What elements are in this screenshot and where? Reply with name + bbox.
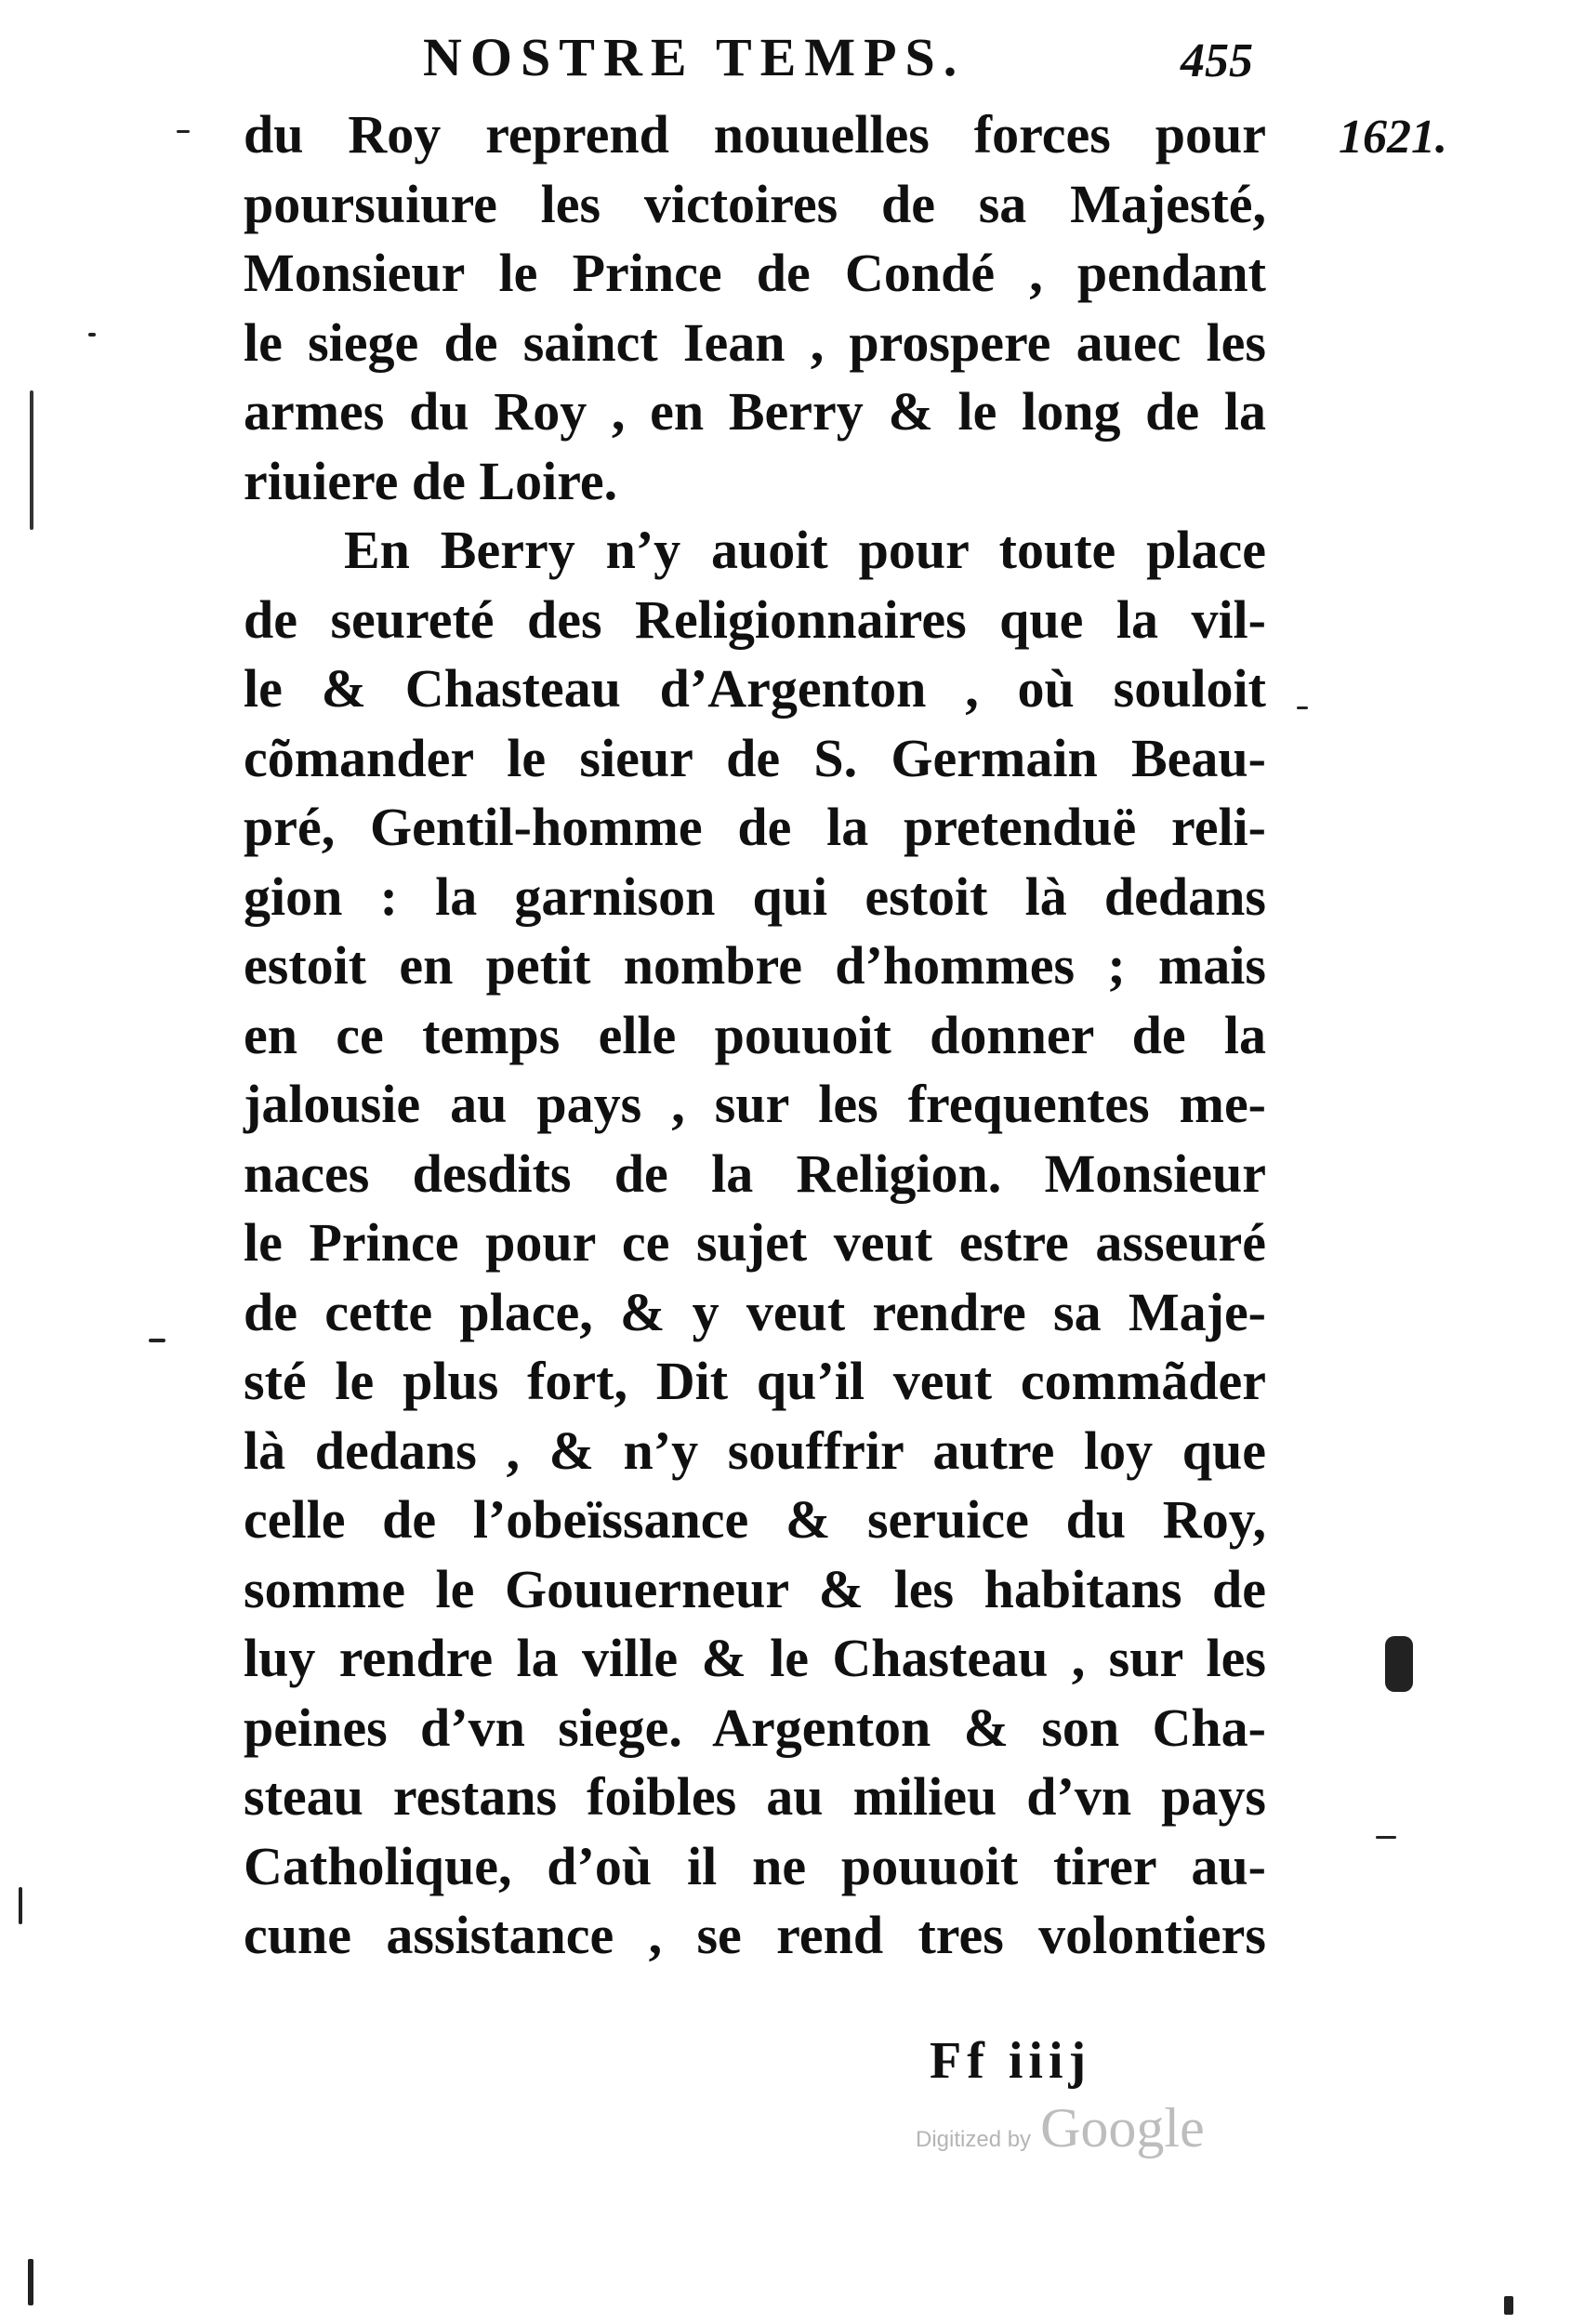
scan-speck <box>1376 1836 1396 1839</box>
text-line: celle de l’obeïssance & seruice du Roy, <box>244 1489 1266 1550</box>
text-line: luy rendre la ville & le Chasteau , sur les <box>244 1628 1266 1688</box>
scan-speck <box>88 333 96 337</box>
digitization-watermark <box>916 2096 1205 2160</box>
text-line: le siege de sainct Iean , prospere auec les <box>244 311 1266 373</box>
text-line: steau restans foibles au milieu d’vn pays <box>244 1766 1266 1827</box>
scan-speck <box>30 390 33 530</box>
scan-speck <box>28 2259 33 2305</box>
text-line: somme le Gouuerneur & les habitans de <box>244 1558 1266 1619</box>
text-line: cõmander le sieur de S. Germain Beau- <box>244 727 1266 788</box>
scan-speck <box>1504 2296 1513 2315</box>
text-line: riuiere de Loire. <box>244 450 618 511</box>
page-number: 455 <box>1181 34 1253 87</box>
text-line: Monsieur le Prince de Condé , pendant <box>244 243 1266 303</box>
running-head: NOSTRE TEMPS. <box>423 27 966 87</box>
text-line: cune assistance , se rend tres volontiers <box>244 1905 1266 1965</box>
text-line: de cette place, & y veut rendre sa Maje- <box>244 1281 1266 1342</box>
text-line: jalousie au pays , sur les frequentes me- <box>244 1074 1266 1134</box>
text-line: le & Chasteau d’Argenton , où souloit <box>244 658 1266 719</box>
signature-mark: Ff iiij <box>930 2032 1092 2090</box>
text-line: naces desdits de la Religion. Monsieur <box>244 1142 1266 1204</box>
text-line: armes du Roy , en Berry & le long de la <box>244 381 1266 442</box>
text-line: sté le plus fort, Dit qu’il veut commãder <box>244 1351 1266 1411</box>
scan-speck <box>1297 706 1308 709</box>
text-line: gion : la garnison qui estoit là dedans <box>244 865 1266 927</box>
text-line: de seureté des Religionnaires que la vil- <box>244 588 1266 650</box>
text-line: là dedans , & n’y souffrir autre loy que <box>244 1419 1266 1481</box>
watermark-brand: Google <box>1040 2097 1205 2159</box>
text-line: estoit en petit nombre d’hommes ; mais <box>244 935 1266 996</box>
text-line: le Prince pour ce sujet veut estre asseuré <box>244 1212 1266 1273</box>
text-line: poursuiure les victoires de sa Majesté, <box>244 173 1266 234</box>
scan-speck <box>19 1887 22 1924</box>
text-line: en ce temps elle pouuoit donner de la <box>244 1004 1266 1065</box>
text-line: peines d’vn siege. Argenton & son Cha- <box>244 1697 1266 1758</box>
scan-speck <box>149 1339 165 1342</box>
text-line: Catholique, d’où il ne pouuoit tirer au- <box>244 1835 1266 1896</box>
body-text <box>244 100 1266 1971</box>
text-line: du Roy reprend nouuelles forces pour <box>244 104 1266 165</box>
text-line: En Berry n’y auoit pour toute place <box>344 520 1266 580</box>
text-line: pré, Gentil-homme de la pretenduë reli- <box>244 797 1266 857</box>
scan-speck <box>177 130 190 133</box>
watermark-prefix: Digitized by <box>916 2127 1032 2152</box>
margin-year-note: 1621. <box>1339 111 1447 164</box>
scan-speck <box>1385 1636 1413 1692</box>
